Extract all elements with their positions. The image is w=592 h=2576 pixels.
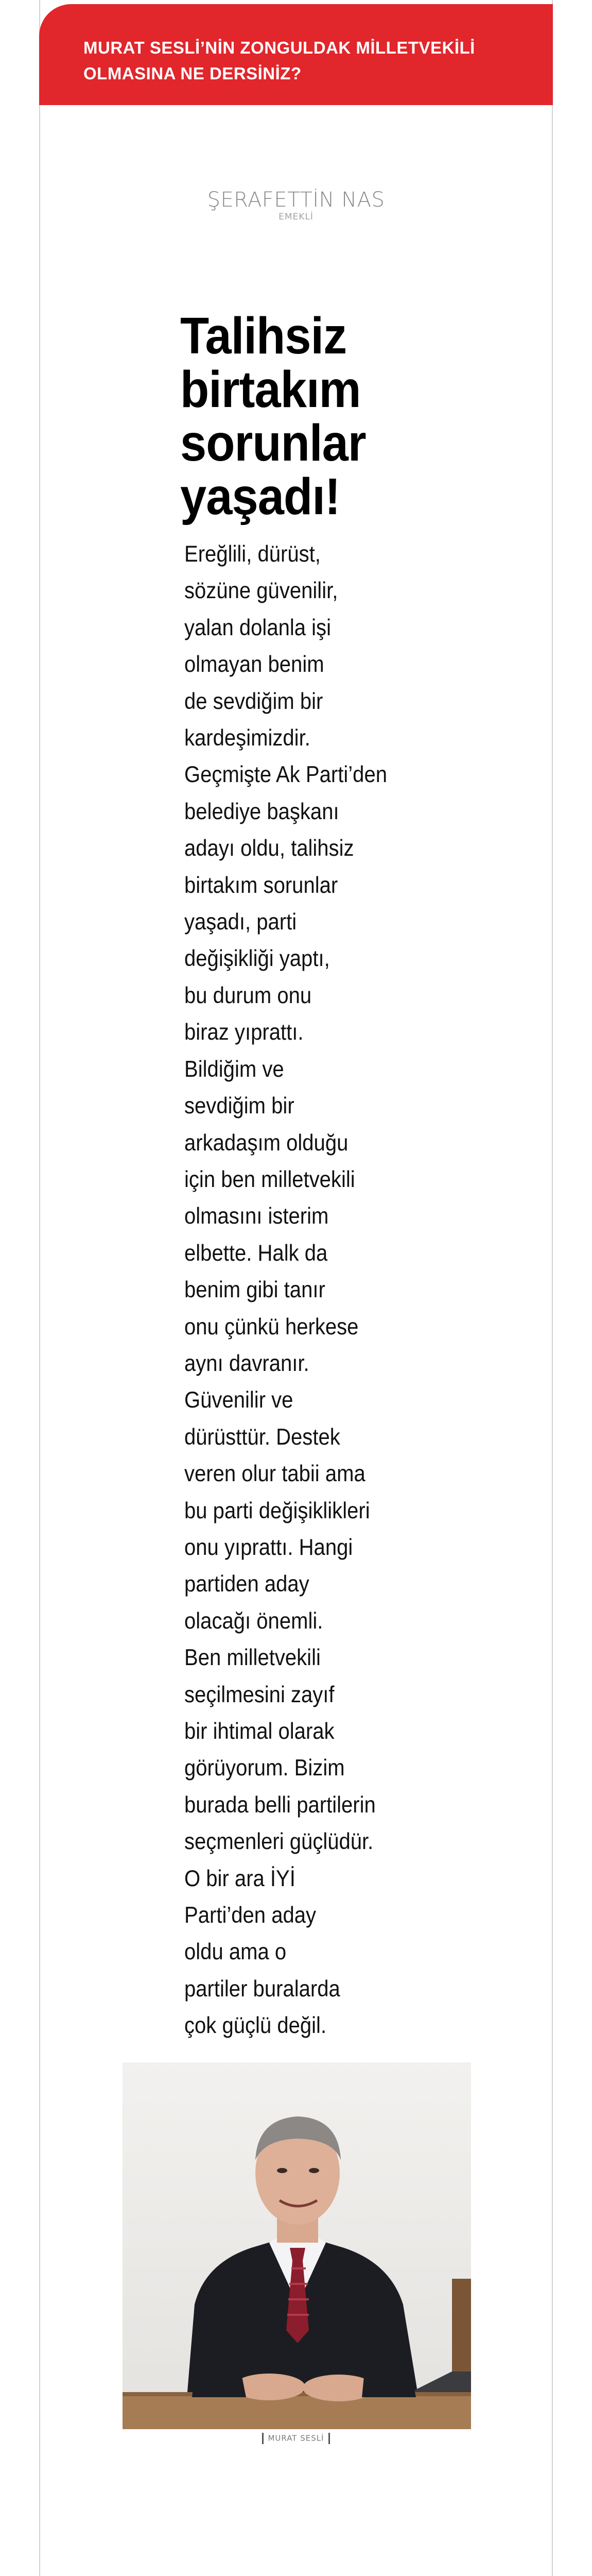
caption-divider <box>262 2433 264 2444</box>
body-line: aynı davranır. <box>184 1350 309 1376</box>
body-line: adayı oldu, talihsiz <box>184 836 354 861</box>
headline-line: Talihsiz <box>180 307 347 365</box>
caption-text: MURAT SESLİ <box>268 2433 324 2443</box>
author-role: EMEKLİ <box>278 212 314 222</box>
body-line: Parti’den aday <box>184 1903 317 1928</box>
body-line: sözüne güvenilir, <box>184 578 338 604</box>
author-block <box>0 188 592 222</box>
headline-line: sorunlar <box>180 414 366 472</box>
body-line: yalan dolanla işi <box>184 615 331 640</box>
banner-line-2: OLMASINA NE DERSİNİZ? <box>83 64 302 83</box>
banner-question <box>83 35 526 87</box>
body-line: kardeşimizdir. <box>184 725 310 751</box>
body-line: seçmenleri güçlüdür. <box>184 1829 374 1855</box>
body-line: dürüsttür. Destek <box>184 1424 340 1450</box>
body-line: değişikliği yaptı, <box>184 946 330 972</box>
portrait-illustration <box>123 2062 471 2429</box>
body-line: elbette. Halk da <box>184 1240 328 1266</box>
body-line: görüyorum. Bizim <box>184 1755 345 1781</box>
question-banner <box>39 4 553 105</box>
body-line: çok güçlü değil. <box>184 2013 327 2039</box>
portrait-photo <box>123 2062 471 2429</box>
body-line: burada belli partilerin <box>184 1792 376 1818</box>
body-line: benim gibi tanır <box>184 1277 325 1303</box>
body-line: Geçmişte Ak Parti’den <box>184 762 387 788</box>
body-line: bu durum onu <box>184 982 312 1008</box>
body-line: Güvenilir ve <box>184 1387 293 1413</box>
body-line: biraz yıprattı. <box>184 1020 304 1045</box>
body-line: belediye başkanı <box>184 799 339 824</box>
photo-caption <box>0 2433 592 2444</box>
body-line: O bir ara İYİ <box>184 1866 295 1891</box>
body-line: oldu ama o <box>184 1939 287 1965</box>
body-line: bu parti değişiklikleri <box>184 1498 370 1523</box>
caption-divider <box>328 2433 330 2444</box>
body-line: partiden aday <box>184 1571 309 1597</box>
body-line: partiler buralarda <box>184 1976 340 2002</box>
headline-line: yaşadı! <box>180 468 340 526</box>
body-line: seçilmesini zayıf <box>184 1682 335 1707</box>
banner-line-1: MURAT SESLİ’NİN ZONGULDAK MİLLETVEKİLİ <box>83 38 475 57</box>
body-line: olmasını isterim <box>184 1204 329 1229</box>
body-line: Ben milletvekili <box>184 1645 321 1671</box>
body-line: onu yıprattı. Hangi <box>184 1534 353 1560</box>
body-line: olmayan benim <box>184 652 324 677</box>
body-line: sevdiğim bir <box>184 1093 294 1119</box>
body-line: olacağı önemli. <box>184 1608 323 1634</box>
body-line: onu çünkü herkese <box>184 1314 359 1340</box>
body-line: için ben milletvekili <box>184 1166 355 1192</box>
body-line: birtakım sorunlar <box>184 872 338 898</box>
body-line: arkadaşım olduğu <box>184 1130 349 1156</box>
body-line: veren olur tabii ama <box>184 1461 365 1487</box>
article-body <box>184 536 444 2044</box>
body-line: yaşadı, parti <box>184 909 297 935</box>
headline-line: birtakım <box>180 361 361 418</box>
body-line: Bildiğim ve <box>184 1056 284 1082</box>
body-line: bir ihtimal olarak <box>184 1719 335 1744</box>
body-line: de sevdiğim bir <box>184 688 323 714</box>
headline <box>180 307 426 526</box>
body-line: Ereğlili, dürüst, <box>184 541 321 567</box>
author-name: ŞERAFETTİN NAS <box>207 188 385 212</box>
